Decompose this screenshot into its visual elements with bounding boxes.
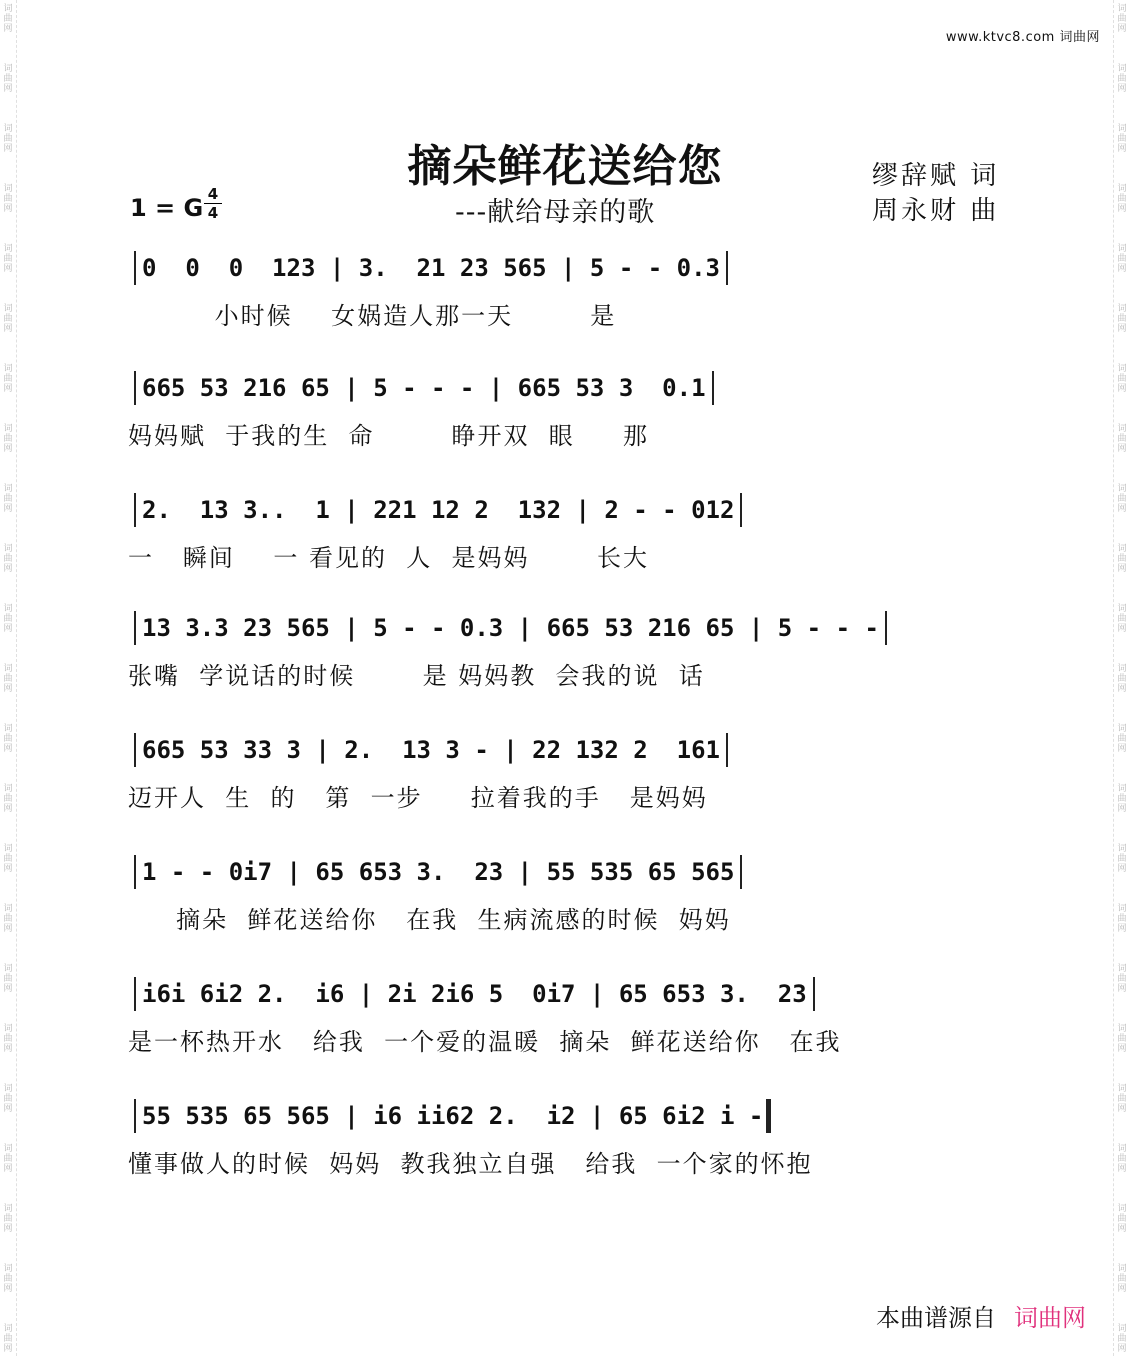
score-line-notes bbox=[128, 248, 1008, 288]
edge-watermark: 词 曲 网 bbox=[3, 304, 13, 334]
edge-watermark: 词 曲 网 bbox=[1117, 544, 1127, 574]
score-line-notes bbox=[128, 1096, 1008, 1136]
site-name[interactable]: 词曲网 bbox=[1059, 30, 1100, 45]
notes-text: 0 0 0 123 | 3. 21 23 565 | 5 - - 0.3 bbox=[142, 254, 720, 282]
edge-watermark: 词 曲 网 bbox=[1117, 184, 1127, 214]
edge-watermark: 词 曲 网 bbox=[1117, 244, 1127, 274]
edge-watermark: 词 曲 网 bbox=[1117, 484, 1127, 514]
song-title: 摘朵鲜花送给您 bbox=[407, 141, 723, 192]
song-subtitle: ---献给母亲的歌 bbox=[455, 197, 656, 228]
edge-watermark: 词 曲 网 bbox=[3, 4, 13, 34]
edge-watermark: 词 曲 网 bbox=[3, 604, 13, 634]
edge-watermark: 词 曲 网 bbox=[1117, 4, 1127, 34]
edge-watermark: 词 曲 网 bbox=[1117, 724, 1127, 754]
time-signature-bottom: 4 bbox=[207, 204, 219, 222]
edge-watermark: 词 曲 网 bbox=[3, 184, 13, 214]
score-line-lyrics: 摘朵 鲜花送给你 在我 生病流感的时候 妈妈 bbox=[128, 906, 731, 934]
notes-text: 13 3.3 23 565 | 5 - - 0.3 | 665 53 216 65 | 5 - - - bbox=[142, 614, 879, 642]
edge-watermark: 词 曲 网 bbox=[1117, 1144, 1127, 1174]
edge-watermark: 词 曲 网 bbox=[1117, 784, 1127, 814]
edge-watermark: 词 曲 网 bbox=[1117, 64, 1127, 94]
score-line-notes bbox=[128, 608, 1008, 648]
footer-brand-link[interactable]: 词曲网 bbox=[1014, 1304, 1086, 1332]
edge-watermark: 词 曲 网 bbox=[3, 964, 13, 994]
edge-watermark: 词 曲 网 bbox=[1117, 1204, 1127, 1234]
score-line-notes bbox=[128, 368, 1008, 408]
edge-watermark: 词 曲 网 bbox=[3, 64, 13, 94]
edge-watermark: 词 曲 网 bbox=[3, 1324, 13, 1354]
edge-watermark: 词 曲 网 bbox=[1117, 304, 1127, 334]
edge-watermark: 词 曲 网 bbox=[3, 244, 13, 274]
edge-watermark: 词 曲 网 bbox=[1117, 844, 1127, 874]
edge-watermark: 词 曲 网 bbox=[1117, 1024, 1127, 1054]
edge-watermark: 词 曲 网 bbox=[1117, 664, 1127, 694]
notes-text: 665 53 216 65 | 5 - - - | 665 53 3 0.1 bbox=[142, 374, 706, 402]
notes-text: 665 53 33 3 | 2. 13 3 - | 22 132 2 161 bbox=[142, 736, 720, 764]
score-line-notes bbox=[128, 490, 1008, 530]
edge-watermark: 词 曲 网 bbox=[1117, 604, 1127, 634]
score-line-lyrics: 迈开人 生 的 第 一步 拉着我的手 是妈妈 bbox=[128, 784, 708, 812]
footer-source bbox=[876, 1298, 1086, 1333]
score-line-notes bbox=[128, 852, 1008, 892]
edge-watermark: 词 曲 网 bbox=[3, 424, 13, 454]
edge-watermark: 词 曲 网 bbox=[1117, 364, 1127, 394]
site-header[interactable] bbox=[946, 26, 1100, 45]
notes-text: 2. 13 3.. 1 | 221 12 2 132 | 2 - - 012 bbox=[142, 496, 735, 524]
right-watermark-strip bbox=[1113, 0, 1130, 1356]
score-line-lyrics: 是一杯热开水 给我 一个爱的温暖 摘朵 鲜花送给你 在我 bbox=[128, 1028, 842, 1056]
score-line-lyrics: 张嘴 学说话的时候 是 妈妈教 会我的说 话 bbox=[128, 662, 705, 690]
edge-watermark: 词 曲 网 bbox=[1117, 964, 1127, 994]
score-line-lyrics: 小时候 女娲造人那一天 是 bbox=[128, 302, 617, 330]
edge-watermark: 词 曲 网 bbox=[3, 1204, 13, 1234]
edge-watermark: 词 曲 网 bbox=[1117, 424, 1127, 454]
notes-text: 55 535 65 565 | i6 ii62 2. i2 | 65 6i2 i - bbox=[142, 1102, 764, 1130]
notes-text: 1 - - 0i7 | 65 653 3. 23 | 55 535 65 565 bbox=[142, 858, 735, 886]
score-line-lyrics: 一 瞬间 一 看见的 人 是妈妈 长大 bbox=[128, 544, 649, 572]
edge-watermark: 词 曲 网 bbox=[3, 484, 13, 514]
edge-watermark: 词 曲 网 bbox=[1117, 1264, 1127, 1294]
time-signature bbox=[204, 186, 222, 221]
edge-watermark: 词 曲 网 bbox=[3, 364, 13, 394]
edge-watermark: 词 曲 网 bbox=[3, 904, 13, 934]
edge-watermark: 词 曲 网 bbox=[3, 664, 13, 694]
edge-watermark: 词 曲 网 bbox=[3, 784, 13, 814]
edge-watermark: 词 曲 网 bbox=[3, 1144, 13, 1174]
score-line-lyrics: 懂事做人的时候 妈妈 教我独立自强 给我 一个家的怀抱 bbox=[128, 1150, 813, 1178]
edge-watermark: 词 曲 网 bbox=[1117, 1324, 1127, 1354]
edge-watermark: 词 曲 网 bbox=[1117, 904, 1127, 934]
key-signature: 1 = G bbox=[130, 194, 204, 222]
edge-watermark: 词 曲 网 bbox=[3, 124, 13, 154]
edge-watermark: 词 曲 网 bbox=[3, 544, 13, 574]
footer-source-label: 本曲谱源自 bbox=[876, 1304, 996, 1332]
edge-watermark: 词 曲 网 bbox=[3, 1264, 13, 1294]
edge-watermark: 词 曲 网 bbox=[3, 724, 13, 754]
site-url[interactable]: www.ktvc8.com bbox=[945, 30, 1055, 45]
notes-text: i6i 6i2 2. i6 | 2i 2i6 5 0i7 | 65 653 3. 23 bbox=[142, 980, 807, 1008]
lyricist-credit: 缪辞赋 词 bbox=[872, 161, 1000, 191]
edge-watermark: 词 曲 网 bbox=[1117, 124, 1127, 154]
edge-watermark: 词 曲 网 bbox=[1117, 1084, 1127, 1114]
left-watermark-strip bbox=[0, 0, 17, 1356]
score-line-notes bbox=[128, 974, 1008, 1014]
composer-credit: 周永财 曲 bbox=[872, 196, 1000, 226]
score-line-notes bbox=[128, 730, 1008, 770]
edge-watermark: 词 曲 网 bbox=[3, 1024, 13, 1054]
edge-watermark: 词 曲 网 bbox=[3, 844, 13, 874]
time-signature-top: 4 bbox=[207, 185, 219, 203]
score-line-lyrics: 妈妈赋 于我的生 命 睁开双 眼 那 bbox=[128, 422, 649, 450]
edge-watermark: 词 曲 网 bbox=[3, 1084, 13, 1114]
